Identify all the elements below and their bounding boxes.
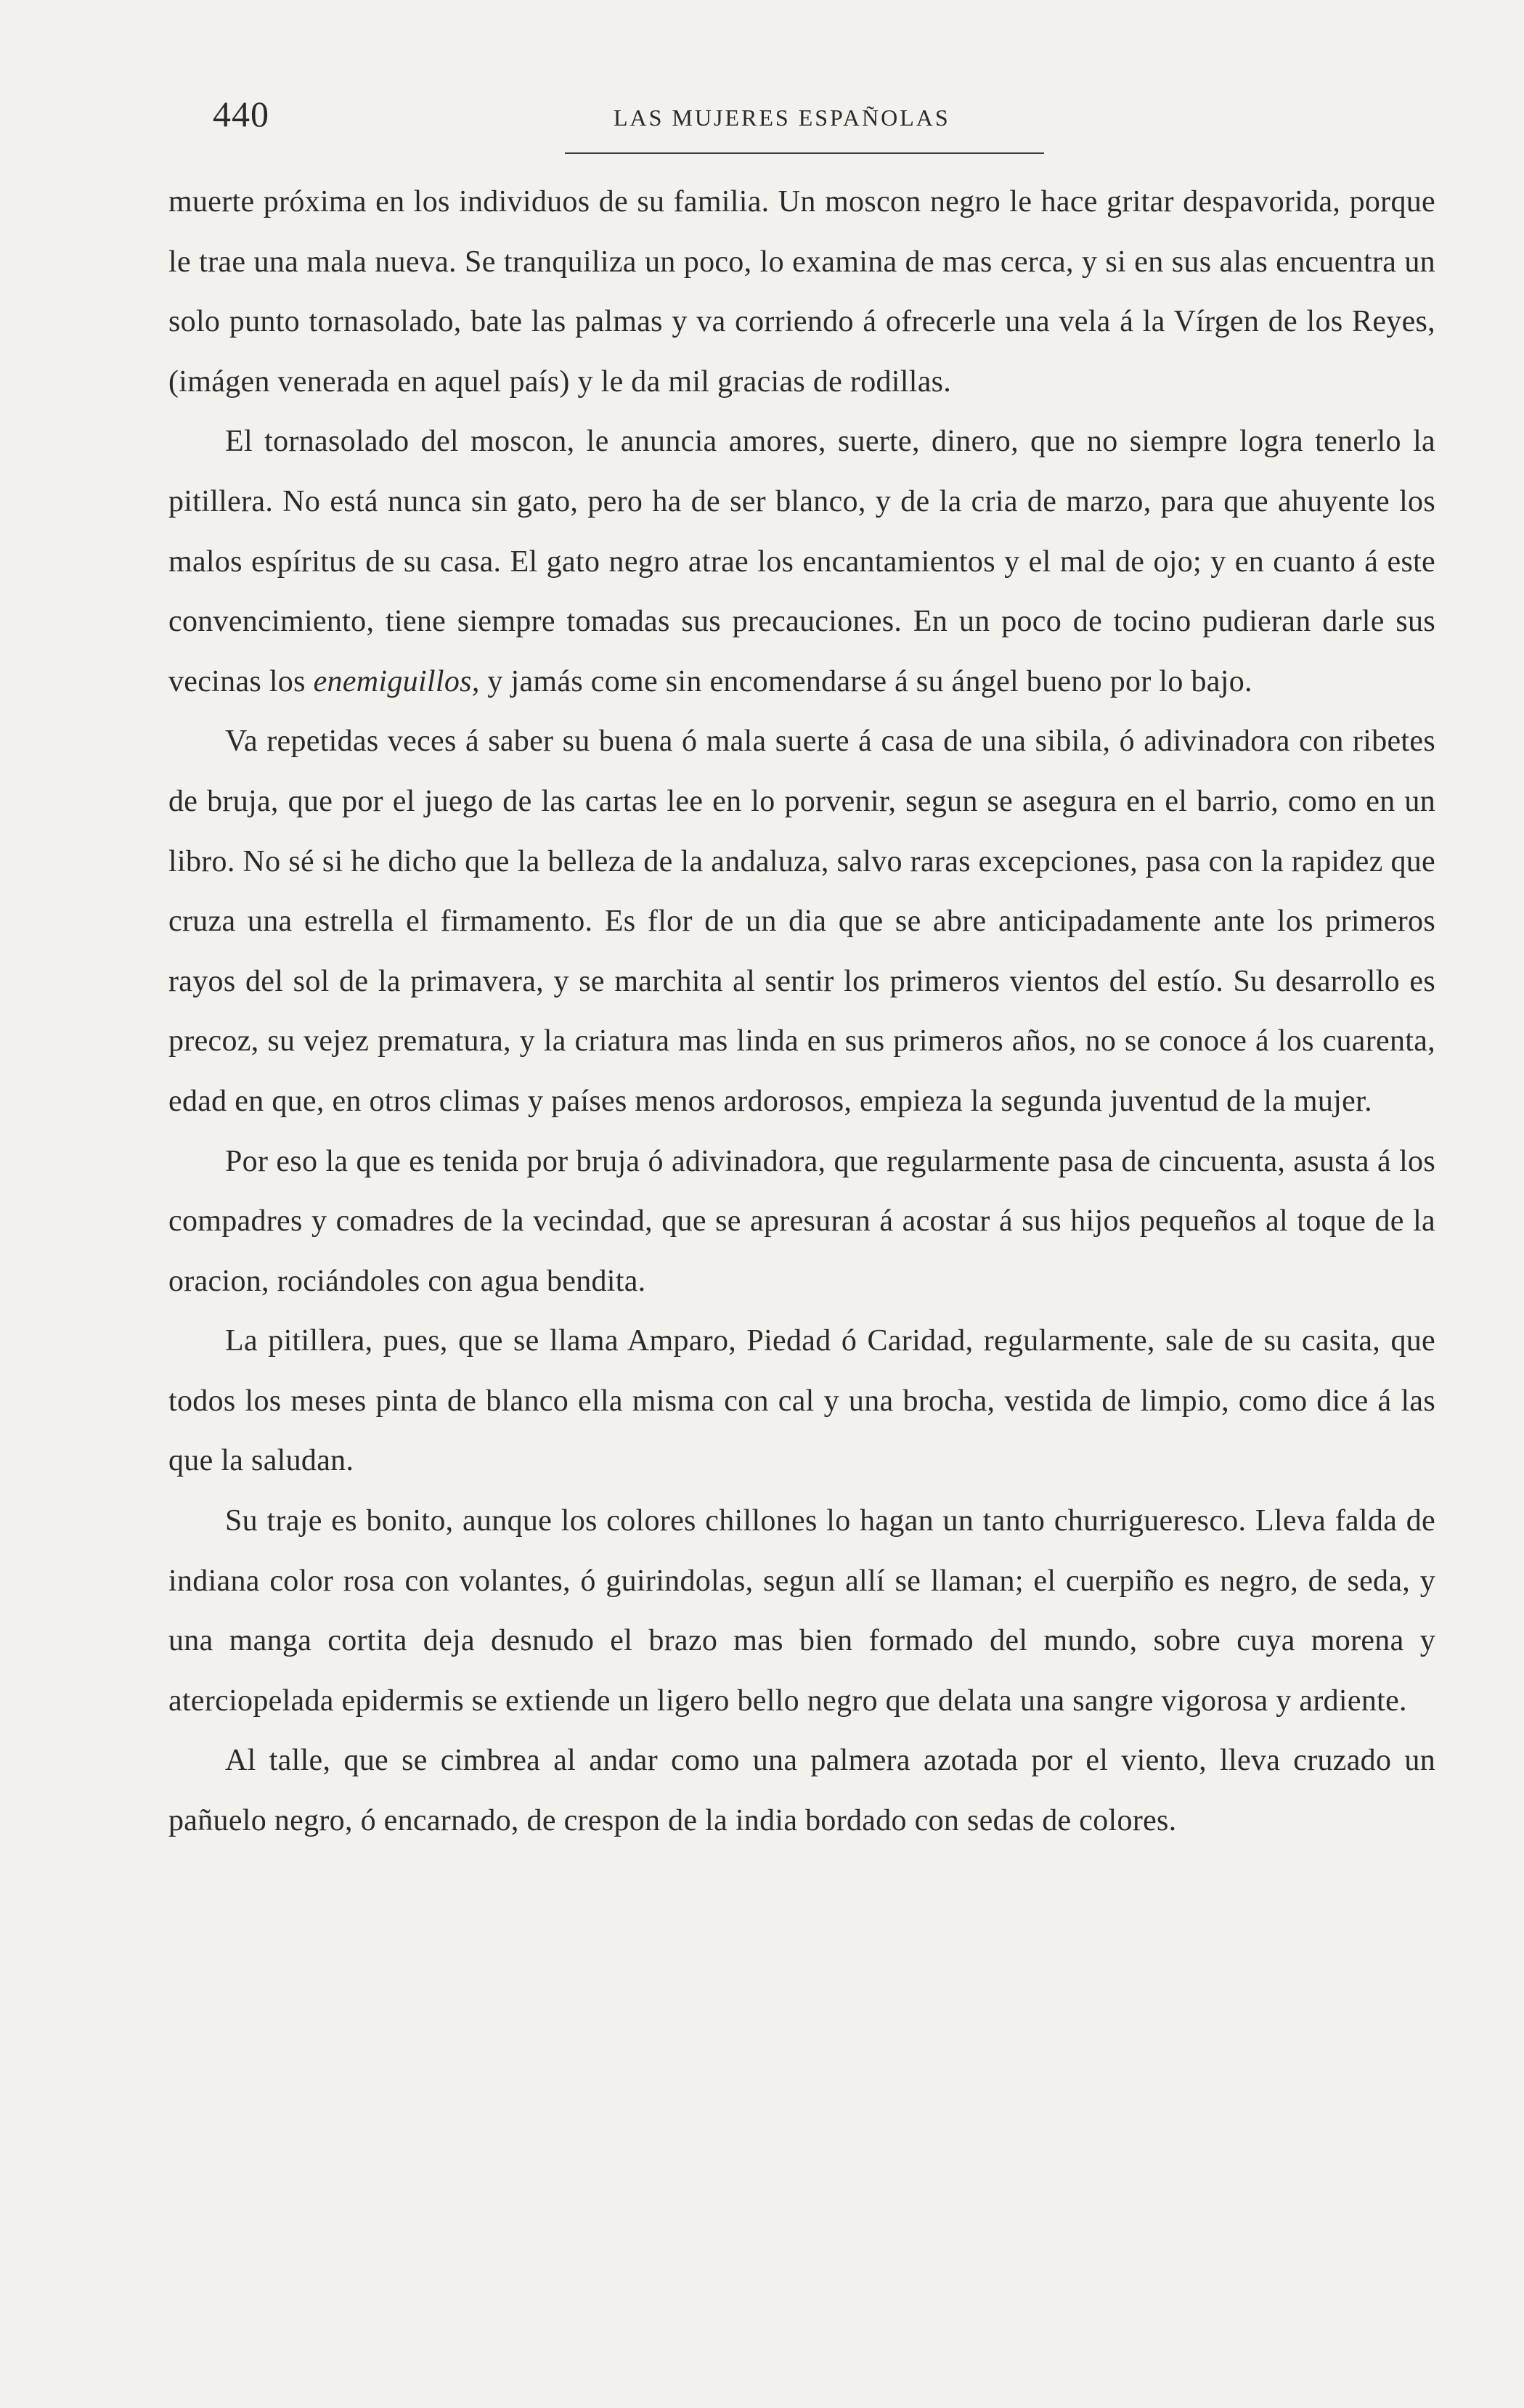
- paragraph: Por eso la que es tenida por bruja ó adivinadora, que regularmente pasa de cincuenta, asusta á los compadres y comadres de la vecindad, que se apresuran á acostar á sus hijos pequeños al toque de la oracion, rociándoles con agua bendita.: [168, 1144, 1435, 1298]
- paragraph-text-continued: y jamás come sin encomendarse á su ángel bueno por lo bajo.: [479, 664, 1252, 698]
- page-number: 440: [213, 94, 269, 134]
- paragraph: muerte próxima en los individuos de su familia. Un moscon negro le hace gritar despavorida, porque le trae una mala nueva. Se tranquiliza un poco, lo examina de mas cerca, y si en sus alas encuentra un solo punto tornasolado, bate las palmas y va corriendo á ofrecerle una vela á la Vírgen de los Reyes, (imágen venerada en aquel país) y le da mil gracias de rodillas.: [168, 185, 1435, 399]
- paragraph: [168, 412, 1435, 711]
- paragraph: Al talle, que se cimbrea al andar como una palmera azotada por el viento, lleva cruzado un pañuelo negro, ó encarnado, de crespon de la india bordado con sedas de colores.: [168, 1744, 1435, 1838]
- paragraph: Su traje es bonito, aunque los colores chillones lo hagan un tanto churrigueresco. Lleva falda de indiana color rosa con volantes, ó guirindolas, segun allí se llaman; el cuerpiño es negro, de seda, y una manga cortita deja desnudo el brazo mas bien formado del mundo, sobre cuya morena y aterciopelada epidermis se extiende un ligero bello negro que delata una sangre vigorosa y ardiente.: [168, 1504, 1435, 1718]
- body-text: [168, 172, 1435, 1851]
- paragraph: La pitillera, pues, que se llama Amparo, Piedad ó Caridad, regularmente, sale de su casita, que todos los meses pinta de blanco ella misma con cal y una brocha, vestida de limpio, como dice á las que la saludan.: [168, 1324, 1435, 1478]
- paragraph: Va repetidas veces á saber su buena ó mala suerte á casa de una sibila, ó adivinadora con ribetes de bruja, que por el juego de las cartas lee en lo porvenir, segun se asegura en el barrio, como en un libro. No sé si he dicho que la belleza de la andaluza, salvo raras excepciones, pasa con la rapidez que cruza una estrella el firmamento. Es flor de un dia que se abre anticipadamente ante los primeros rayos del sol de la primavera, y se marchita al sentir los primeros vientos del estío. Su desarrollo es precoz, su vejez prematura, y la criatura mas linda en sus primeros años, no se conoce á los cuarenta, edad en que, en otros climas y países menos ardorosos, empieza la segunda juventud de la mujer.: [168, 725, 1435, 1118]
- running-head: LAS MUJERES ESPAÑOLAS: [614, 105, 950, 131]
- header-rule: [565, 152, 1044, 154]
- italic-word: enemiguillos,: [313, 664, 480, 698]
- paragraph-text: El tornasolado del moscon, le anuncia amores, suerte, dinero, que no siempre logra tenerlo la pitillera. No está nunca sin gato, pero ha de ser blanco, y de la cria de marzo, para que ahuyente los malos espíritus de su casa. El gato negro atrae los encantamientos y el mal de ojo; y en cuanto á este convencimiento, tiene siempre tomadas sus precauciones. En un poco de tocino pudieran darle sus vecinas los: [168, 425, 1435, 698]
